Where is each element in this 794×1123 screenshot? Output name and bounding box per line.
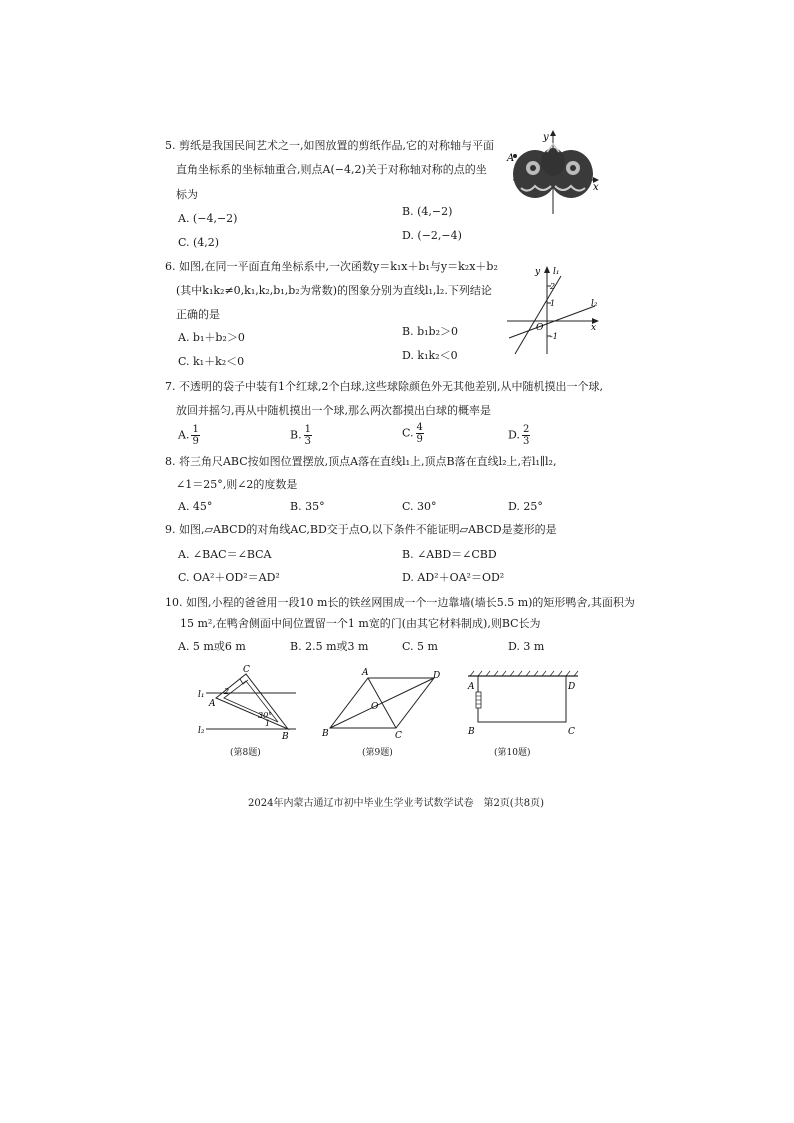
q10-option-d[interactable]: D. 3 m — [508, 640, 545, 653]
q5-line-3: 标为 — [176, 188, 198, 201]
fig9-label-o: O — [371, 702, 379, 712]
paper-cut-figure — [503, 128, 603, 218]
q7-option-d[interactable]: D. $\frac{2}{3}$ — [508, 424, 530, 447]
fig6-tick-minus-1: -1 — [550, 332, 558, 341]
q10-line-1: 10. 如图,小程的爸爸用一段10 m长的铁丝网围成一个一边靠墙(墙长5.5 m)的矩形鸭舍,其面积为 — [165, 596, 635, 609]
q10-option-c[interactable]: C. 5 m — [402, 640, 438, 653]
figure-8-caption: (第8题) — [230, 748, 261, 758]
fig8-l2-label: l₂ — [198, 726, 205, 736]
q9-option-d[interactable]: D. AD²＋OA²＝OD² — [402, 571, 505, 584]
fraction: $\frac{4}{9}$ — [416, 422, 423, 445]
q9-option-a[interactable]: A. ∠BAC＝∠BCA — [178, 548, 272, 561]
q6-option-b[interactable]: B. b₁b₂＞0 — [402, 325, 458, 338]
fig9-label-d: D — [433, 671, 441, 681]
figure-9-caption: (第9题) — [362, 748, 393, 758]
q5-option-d[interactable]: D. (−2,−4) — [402, 229, 462, 242]
q6-option-d[interactable]: D. k₁k₂＜0 — [402, 349, 458, 362]
page-footer: 2024年内蒙古通辽市初中毕业生学业考试数学试卷 第2页(共8页) — [248, 798, 544, 809]
q6-option-c[interactable]: C. k₁＋k₂＜0 — [178, 355, 245, 368]
fig8-label-b: B — [282, 732, 289, 742]
fig6-y-label: y — [535, 267, 541, 277]
fig6-x-label: x — [591, 323, 597, 333]
fig8-angle-1: 1 — [265, 719, 271, 728]
fig9-label-a: A — [362, 668, 369, 678]
fig8-label-c: C — [243, 665, 250, 675]
fig8-angle-30: 30° — [258, 711, 273, 720]
q7-option-a[interactable]: A. $\frac{1}{9}$ — [178, 424, 199, 447]
q8-option-c[interactable]: C. 30° — [402, 500, 437, 513]
q7-line-2: 放回并摇匀,再从中随机摸出一个球,那么两次都摸出白球的概率是 — [176, 404, 491, 417]
q5-line-1: 5. 剪纸是我国民间艺术之一,如图放置的剪纸作品,它的对称轴与平面 — [165, 139, 494, 152]
q8-option-b[interactable]: B. 35° — [290, 500, 325, 513]
q9-line-1: 9. 如图,▱ABCD的对角线AC,BD交于点O,以下条件不能证明▱ABCD是菱形的是 — [165, 523, 557, 536]
q7-line-1: 7. 不透明的袋子中装有1个红球,2个白球,这些球除颜色外无其他差别,从中随机摸出一个球, — [165, 380, 603, 393]
fig6-l1-label: l₁ — [553, 267, 560, 277]
q5-option-a[interactable]: A. (−4,−2) — [178, 212, 238, 225]
q8-option-d[interactable]: D. 25° — [508, 500, 543, 513]
q7-option-c[interactable]: C. $\frac{4}{9}$ — [402, 422, 423, 445]
q5-option-c[interactable]: C. (4,2) — [178, 236, 220, 249]
q5-line-2: 直角坐标系的坐标轴重合,则点A(−4,2)关于对称轴对称的点的坐 — [176, 163, 487, 176]
q6-line-1: 6. 如图,在同一平面直角坐标系中,一次函数y＝k₁x＋b₁与y＝k₂x＋b₂ — [165, 260, 498, 273]
fig10-label-a: A — [468, 682, 475, 692]
q6-option-a[interactable]: A. b₁＋b₂＞0 — [178, 331, 245, 344]
q8-line-1: 8. 将三角尺ABC按如图位置摆放,顶点A落在直线l₁上,顶点B落在直线l₂上,若l₁∥l₂, — [165, 455, 557, 468]
q10-option-b[interactable]: B. 2.5 m或3 m — [290, 640, 369, 653]
fig9-label-b: B — [322, 729, 329, 739]
linear-functions-figure — [503, 262, 603, 358]
q5-option-b[interactable]: B. (4,−2) — [402, 205, 453, 218]
fraction: $\frac{2}{3}$ — [522, 424, 530, 447]
q6-line-3: 正确的是 — [176, 308, 220, 321]
q8-option-a[interactable]: A. 45° — [178, 500, 213, 513]
fig10-label-b: B — [468, 727, 475, 737]
fig6-tick-1: 1 — [550, 299, 556, 308]
figure-9-parallelogram — [318, 666, 448, 742]
q7-option-b[interactable]: B. $\frac{1}{3}$ — [290, 424, 311, 447]
fig10-label-c: C — [568, 727, 575, 737]
fig10-label-d: D — [568, 682, 576, 692]
fig9-label-c: C — [395, 731, 402, 741]
fig5-label-y: y — [543, 132, 549, 143]
q10-option-a[interactable]: A. 5 m或6 m — [178, 640, 246, 653]
fig6-origin-label: O — [536, 323, 544, 333]
figure-10-duck-house — [460, 668, 590, 740]
fig8-angle-2: 2 — [224, 687, 230, 696]
figure-8-triangle-ruler — [196, 662, 306, 742]
figure-10-caption: (第10题) — [494, 748, 531, 758]
q9-option-c[interactable]: C. OA²＋OD²＝AD² — [178, 571, 280, 584]
fraction: $\frac{1}{9}$ — [192, 424, 199, 447]
q10-line-2: 15 m²,在鸭舍侧面中间位置留一个1 m宽的门(由其它材料制成),则BC长为 — [180, 617, 541, 630]
fig8-label-a: A — [209, 699, 216, 709]
fraction: $\frac{1}{3}$ — [304, 424, 311, 447]
q8-line-2: ∠1＝25°,则∠2的度数是 — [176, 478, 298, 491]
fig5-label-a: A — [507, 153, 515, 164]
q9-option-b[interactable]: B. ∠ABD＝∠CBD — [402, 548, 497, 561]
fig8-l1-label: l₁ — [198, 690, 205, 700]
fig6-tick-2: 2 — [550, 282, 556, 291]
fig6-l2-label: l₂ — [591, 299, 598, 309]
fig5-label-x: x — [593, 182, 599, 193]
q6-line-2: (其中k₁k₂≠0,k₁,k₂,b₁,b₂为常数)的图象分别为直线l₁,l₂.下列结论 — [176, 284, 492, 297]
